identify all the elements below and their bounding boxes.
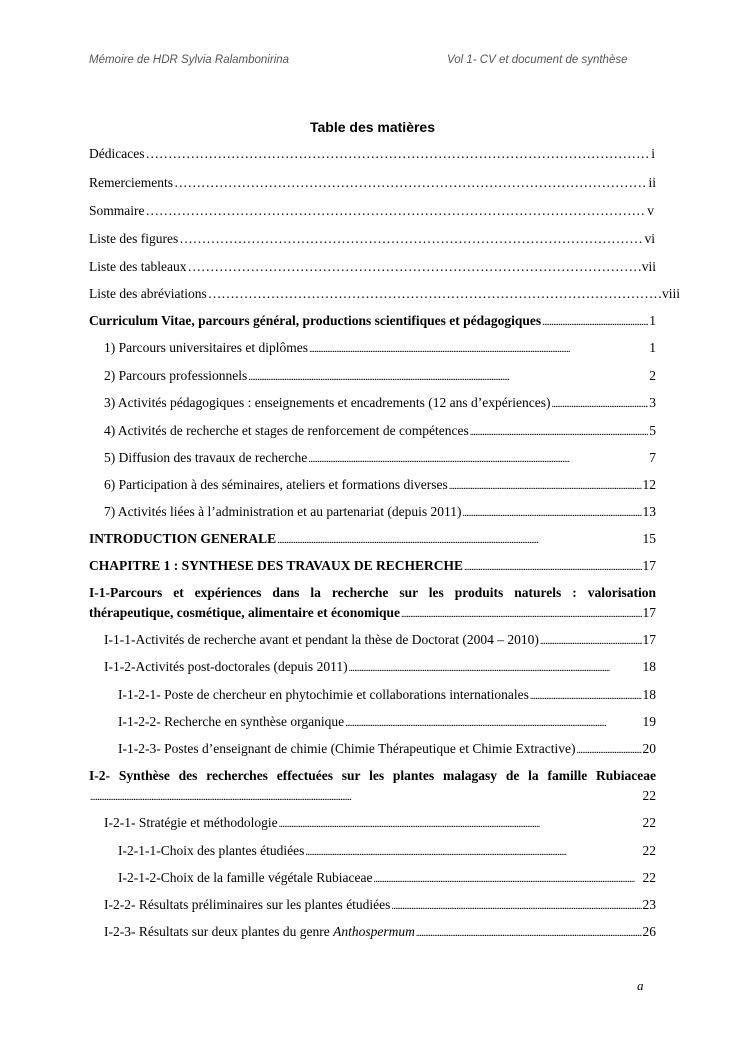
toc-entry-page: 22 bbox=[642, 843, 656, 858]
toc-entry[interactable] bbox=[89, 558, 656, 574]
toc-entry-title: Dédicaces bbox=[89, 146, 145, 161]
page-title: Table des matières bbox=[309, 119, 436, 135]
toc-entry[interactable] bbox=[89, 286, 680, 302]
toc-entry-page: 26 bbox=[642, 924, 656, 939]
toc-entry[interactable] bbox=[104, 504, 656, 520]
toc-entry[interactable] bbox=[118, 687, 656, 703]
toc-entry-title: CHAPITRE 1 : SYNTHESE DES TRAVAUX DE RECHERCHE bbox=[89, 558, 463, 573]
toc-entry-title: 2) Parcours professionnels bbox=[104, 368, 248, 383]
toc-entry-title: Curriculum Vitae, parcours général, productions scientifiques et pédagogiques bbox=[89, 313, 542, 328]
toc-entry-page: 23 bbox=[642, 897, 656, 912]
toc-entry-title: Liste des figures bbox=[89, 231, 179, 246]
toc-entry-page: 22 bbox=[642, 815, 656, 830]
toc-entry[interactable] bbox=[89, 231, 655, 247]
toc-entry-page: 12 bbox=[642, 477, 656, 492]
toc-entry[interactable] bbox=[104, 815, 656, 831]
toc-entry-title: 7) Activités liées à l’administration et au partenariat (depuis 2011) bbox=[104, 504, 462, 519]
toc-entry-page: vi bbox=[644, 231, 655, 246]
toc-entry[interactable] bbox=[118, 741, 656, 757]
toc-entry-title: I-1-2-2- Recherche en synthèse organique bbox=[118, 714, 345, 729]
toc-entry-page: i bbox=[651, 146, 655, 161]
toc-entry-title: I-2-1-1-Choix des plantes étudiées bbox=[118, 843, 305, 858]
toc-entry-title: 6) Participation à des séminaires, ateliers et formations diverses bbox=[104, 477, 448, 492]
toc-entry[interactable] bbox=[89, 605, 656, 621]
toc-entry-title: I-1-2-1- Poste de chercheur en phytochimie et collaborations internationales bbox=[118, 687, 529, 702]
toc-entry-page: v bbox=[647, 203, 654, 218]
toc-entry-page: 2 bbox=[649, 368, 656, 383]
toc-entry[interactable] bbox=[118, 714, 656, 730]
toc-entry[interactable] bbox=[104, 395, 656, 411]
toc-entry[interactable] bbox=[104, 897, 656, 913]
toc-entry-title: Liste des abréviations bbox=[89, 286, 207, 301]
toc-entry[interactable] bbox=[89, 259, 656, 275]
toc-entry-page: 18 bbox=[642, 687, 656, 702]
toc-entry-title: 5) Diffusion des travaux de recherche bbox=[104, 450, 308, 465]
genus-name: Anthospermum bbox=[333, 924, 415, 939]
toc-entry[interactable] bbox=[89, 313, 656, 329]
toc-entry-page: 22 bbox=[642, 870, 656, 885]
toc-entry[interactable] bbox=[89, 203, 654, 219]
toc-entry-title-line1[interactable]: I-2- Synthèse des recherches effectuées sur les plantes malagasy de la famille Rubiaceae bbox=[89, 768, 656, 783]
toc-entry[interactable] bbox=[89, 788, 656, 804]
toc-entry-title: thérapeutique, cosmétique, alimentaire et économique bbox=[89, 605, 400, 620]
toc-entry-page: 17 bbox=[642, 605, 656, 620]
toc-entry-title: Sommaire bbox=[89, 203, 145, 218]
toc-entry-title: INTRODUCTION GENERALE bbox=[89, 531, 277, 546]
toc-entry[interactable] bbox=[118, 843, 656, 859]
header-author: Mémoire de HDR Sylvia Ralambonirina bbox=[89, 54, 290, 66]
toc-entry-title: I-2-1-2-Choix de la famille végétale Rubiaceae bbox=[118, 870, 373, 885]
toc-entry[interactable] bbox=[104, 450, 656, 466]
toc-entry-page: 5 bbox=[649, 423, 656, 438]
toc-entry[interactable] bbox=[104, 659, 656, 675]
page-number: a bbox=[637, 978, 644, 993]
toc-entry-title: 3) Activités pédagogiques : enseignements et encadrements (12 ans d’expériences) bbox=[104, 395, 551, 410]
toc-entry[interactable] bbox=[118, 870, 656, 886]
toc-entry-page: 3 bbox=[649, 395, 656, 410]
toc-entry[interactable] bbox=[104, 340, 656, 356]
toc-entry-page: vii bbox=[641, 259, 656, 274]
header-volume: Vol 1- CV et document de synthèse bbox=[447, 54, 628, 66]
toc-entry[interactable] bbox=[89, 146, 655, 162]
toc-entry-page: 17 bbox=[642, 558, 656, 573]
toc-entry[interactable] bbox=[104, 632, 656, 648]
toc-entry-page: 13 bbox=[642, 504, 656, 519]
toc-entry-title: I-1-1-Activités de recherche avant et pendant la thèse de Doctorat (2004 – 2010) bbox=[104, 632, 539, 647]
toc-entry-title: I-2-2- Résultats préliminaires sur les plantes étudiées bbox=[104, 897, 391, 912]
toc-entry-page: 19 bbox=[642, 714, 656, 729]
toc-entry-page: 1 bbox=[649, 340, 656, 355]
toc-entry[interactable] bbox=[104, 423, 656, 439]
toc-entry-page: 17 bbox=[642, 632, 656, 647]
toc-entry[interactable] bbox=[104, 368, 656, 384]
toc-entry[interactable] bbox=[89, 531, 656, 547]
toc-entry-page: 1 bbox=[649, 313, 656, 328]
toc-entry-title: I-1-2-Activités post-doctorales (depuis 2011) bbox=[104, 659, 348, 674]
toc-entry-page: 22 bbox=[642, 788, 656, 803]
toc-entry[interactable] bbox=[104, 477, 656, 493]
toc-entry-title: Liste des tableaux bbox=[89, 259, 187, 274]
toc-entry-page: 15 bbox=[642, 531, 656, 546]
toc-entry-title: 1) Parcours universitaires et diplômes bbox=[104, 340, 308, 355]
toc-entry-title: 4) Activités de recherche et stages de renforcement de compétences bbox=[104, 423, 469, 438]
toc-entry-title: I-2-1- Stratégie et méthodologie bbox=[104, 815, 278, 830]
toc-entry-title bbox=[104, 924, 415, 940]
toc-entry-page: 18 bbox=[642, 659, 656, 674]
toc-entry-page: 20 bbox=[642, 741, 656, 756]
toc-entry-page: 7 bbox=[649, 450, 656, 465]
toc-entry[interactable] bbox=[104, 924, 656, 940]
toc-entry-page: ii bbox=[648, 175, 656, 190]
toc-entry-title: Remerciements bbox=[89, 175, 173, 190]
toc-entry-title-line1[interactable]: I-1-Parcours et expériences dans la recherche sur les produits naturels : valorisation bbox=[89, 585, 656, 600]
toc-entry[interactable] bbox=[89, 175, 656, 191]
toc-entry-title-prefix: I-2-3- Résultats sur deux plantes du genre bbox=[104, 924, 334, 939]
toc-entry-page: viii bbox=[661, 286, 680, 301]
toc-entry-title: I-1-2-3- Postes d’enseignant de chimie (Chimie Thérapeutique et Chimie Extractive) bbox=[118, 741, 576, 756]
